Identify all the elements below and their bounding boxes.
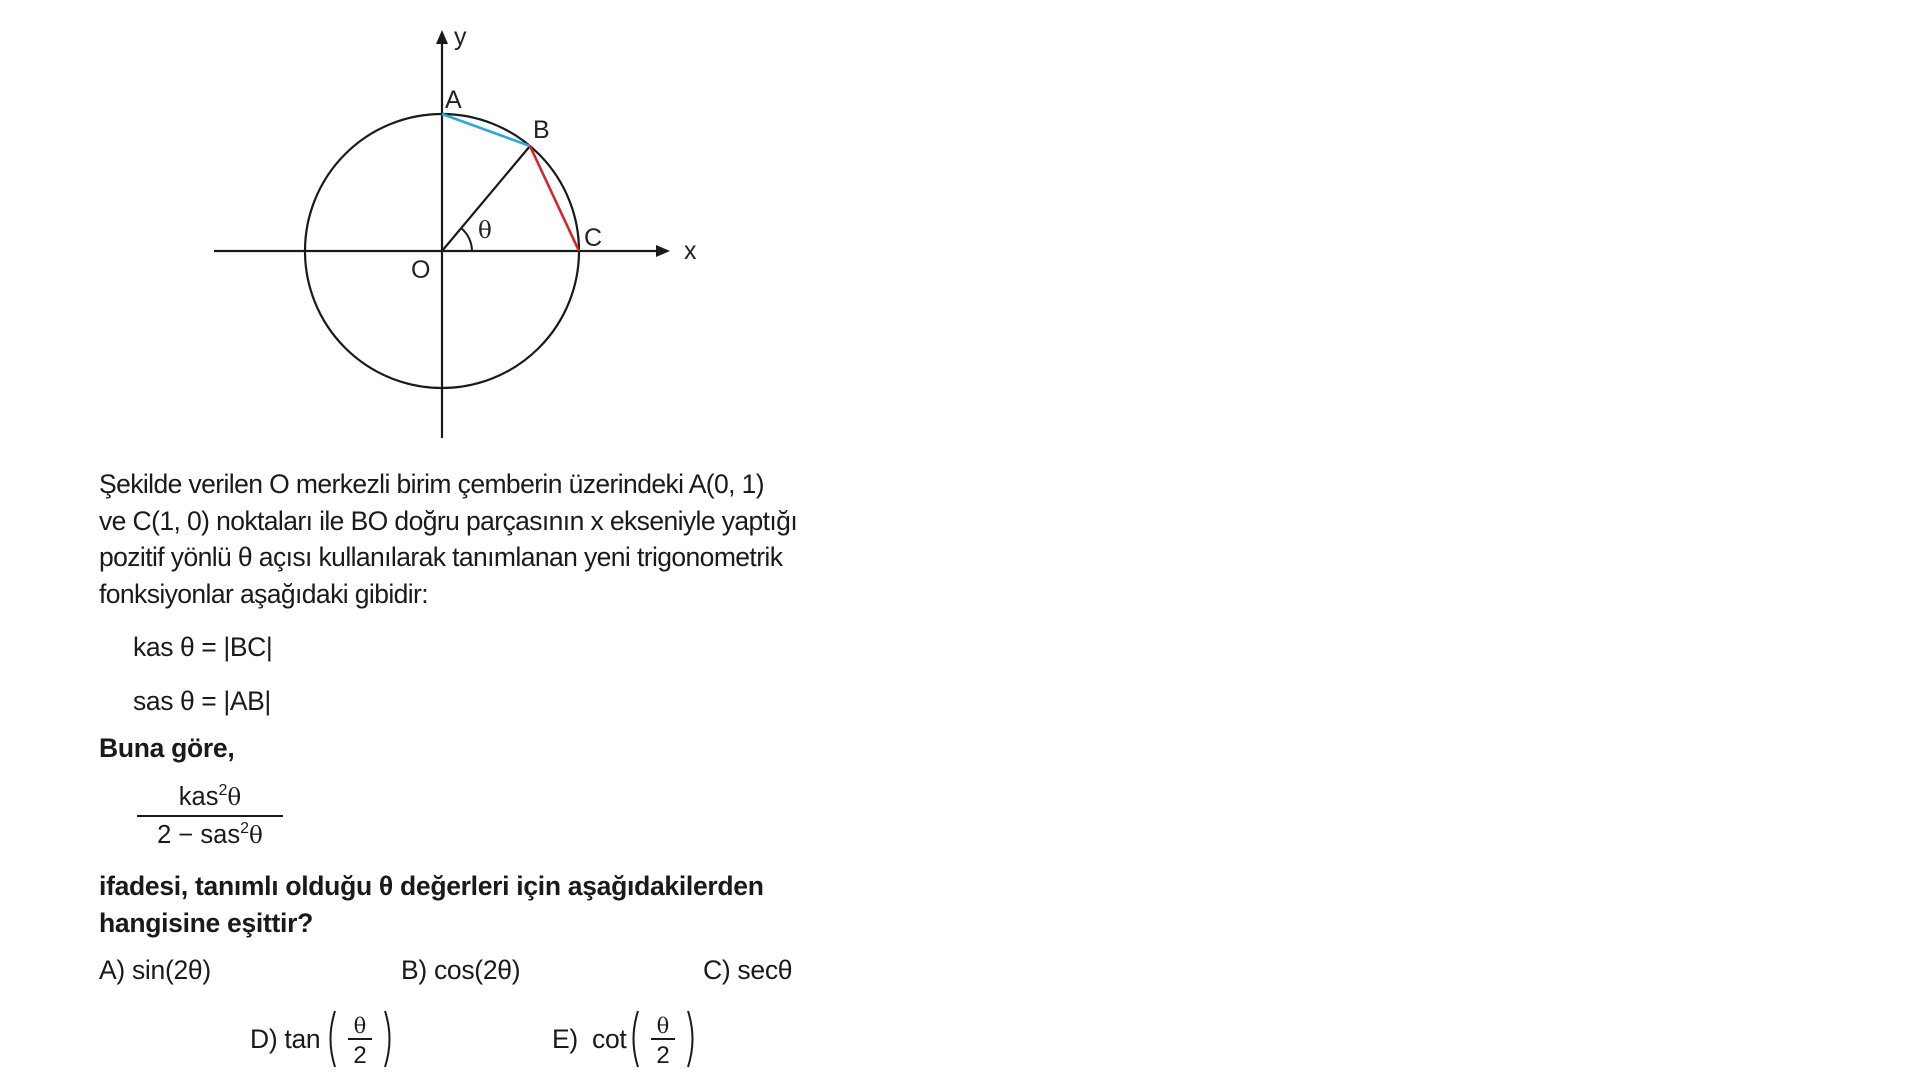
buna-gore-heading: Buna göre, bbox=[99, 733, 235, 763]
point-a-label: A bbox=[445, 86, 462, 114]
point-c-label: C bbox=[584, 224, 603, 252]
option-a[interactable]: A) sin(2θ) bbox=[99, 955, 211, 985]
option-e-frac-den: 2 bbox=[656, 1042, 670, 1069]
x-axis-arrow bbox=[656, 245, 670, 257]
sas-definition: sas θ = |AB| bbox=[133, 686, 271, 716]
expression-fraction bbox=[137, 781, 283, 851]
option-d-parentheses bbox=[326, 1008, 394, 1070]
angle-arc bbox=[461, 228, 472, 251]
x-axis-label: x bbox=[684, 237, 697, 265]
option-d-frac-num: θ bbox=[353, 1014, 367, 1038]
option-c[interactable]: C) secθ bbox=[703, 955, 793, 985]
paragraph-line: pozitif yönlü θ açısı kullanılarak tanımlanan yeni trigonometrik bbox=[99, 542, 783, 572]
paragraph-line: fonksiyonlar aşağıdaki gibidir: bbox=[99, 578, 429, 609]
option-e-label: E) cot bbox=[552, 1024, 627, 1054]
question-line: hangisine eşittir? bbox=[99, 907, 314, 938]
option-b[interactable]: B) cos(2θ) bbox=[401, 955, 521, 985]
y-axis-arrow bbox=[436, 30, 448, 44]
segment-ab bbox=[442, 114, 530, 146]
problem-paragraph bbox=[99, 466, 839, 612]
fraction-numerator: kas$^2$θ bbox=[178, 782, 242, 811]
point-b-label: B bbox=[533, 116, 550, 144]
paragraph-line: ve C(1, 0) noktaları ile BO doğru parçasının x ekseniyle yaptığı bbox=[99, 505, 798, 536]
option-d-label: D) tan bbox=[250, 1024, 321, 1054]
unit-circle-figure bbox=[200, 20, 720, 440]
kas-definition: kas θ = |BC| bbox=[133, 632, 273, 662]
question-line: ifadesi, tanımlı olduğu θ değerleri için aşağıdakilerden bbox=[99, 871, 764, 901]
question-text bbox=[99, 868, 859, 941]
paragraph-line: Şekilde verilen O merkezli birim çemberin üzerindeki A(0, 1) bbox=[99, 469, 765, 499]
y-axis-label: y bbox=[454, 23, 467, 51]
fraction-bar bbox=[137, 815, 283, 817]
angle-label: θ bbox=[478, 218, 492, 244]
segment-bc bbox=[530, 146, 579, 251]
fraction-denominator: 2 − sas$^2$θ bbox=[157, 820, 263, 849]
option-e-frac-num: θ bbox=[656, 1014, 670, 1038]
option-e-parentheses bbox=[629, 1008, 697, 1070]
origin-label: O bbox=[411, 256, 431, 284]
option-d-frac-den: 2 bbox=[353, 1042, 367, 1069]
